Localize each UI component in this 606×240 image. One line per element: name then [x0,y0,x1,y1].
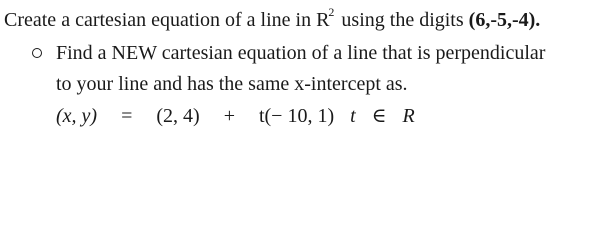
equation-direction: t(− 10, 1) [258,105,335,127]
vector-equation [56,104,415,128]
equation-lhs: (x, y) [56,105,98,127]
question-text: Create a cartesian equation of a line in R [4,9,330,31]
equation-equals: = [121,105,133,127]
subquestion-line-2: to your line and has the same x-intercept as. [56,73,408,95]
real-numbers-set: R [402,105,415,127]
element-of-symbol: ∈ [371,105,387,127]
exponent-two: 2 [328,5,335,19]
hollow-circle-bullet-icon [32,48,42,58]
equation-plus: + [223,105,235,127]
question-text-continued: using the digits [341,9,464,31]
equation-parameter: t [350,105,356,127]
digits-tuple: (6,-5,-4). [468,9,541,31]
question-line [4,5,541,34]
equation-point: (2, 4) [156,105,200,127]
subquestion-line-1: Find a NEW cartesian equation of a line that is perpendicular [56,42,546,64]
